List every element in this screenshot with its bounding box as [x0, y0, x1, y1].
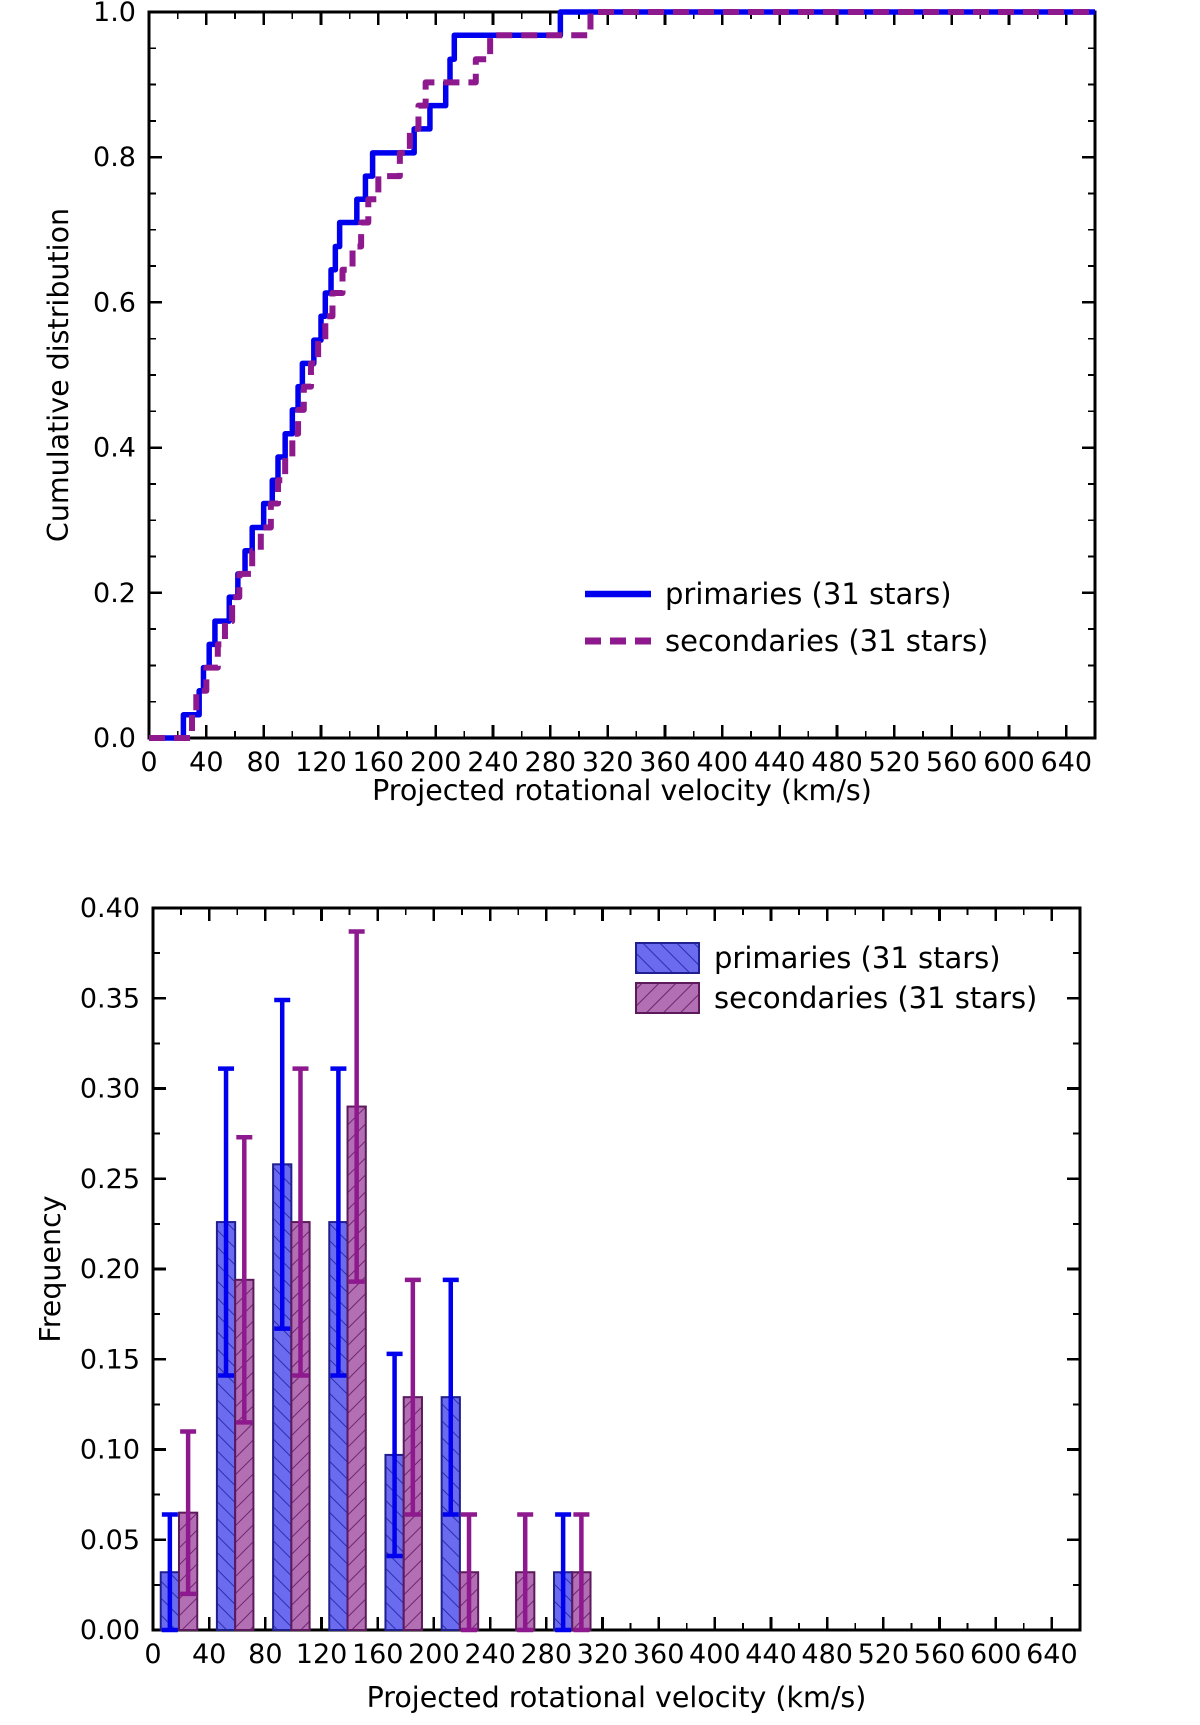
legend-entry-label: primaries (31 stars): [665, 577, 952, 611]
cdf-chart: [0, 0, 1200, 810]
x-tick-label: 200: [409, 747, 462, 778]
y-tick-label: 0.6: [93, 287, 136, 319]
y-tick-label: 0.20: [79, 1254, 140, 1285]
y-tick-label: 0.35: [79, 983, 140, 1015]
x-tick-label: 360: [632, 1639, 685, 1670]
y-tick-label: 0.00: [79, 1615, 140, 1646]
cdf-figure: [0, 0, 1200, 810]
y-tick-label: 0.8: [93, 142, 136, 174]
x-tick-label: 400: [689, 1639, 741, 1670]
y-tick-label: 1.0: [93, 0, 136, 28]
legend-entry-label: secondaries (31 stars): [714, 981, 1038, 1015]
y-tick-label: 0.10: [79, 1434, 140, 1466]
x-tick-label: 80: [246, 747, 281, 778]
histogram-chart: [0, 810, 1200, 1725]
x-tick-label: 200: [408, 1639, 460, 1670]
x-tick-label: 40: [189, 747, 224, 778]
histogram-figure: [0, 810, 1200, 1725]
y-axis-label: Frequency: [34, 1195, 67, 1343]
x-tick-label: 480: [811, 747, 863, 778]
x-tick-label: 440: [753, 747, 806, 778]
x-tick-label: 80: [248, 1639, 283, 1670]
y-tick-label: 0.0: [93, 723, 136, 754]
legend-entry-label: primaries (31 stars): [714, 941, 1001, 975]
x-tick-label: 160: [351, 1639, 404, 1670]
x-tick-label: 600: [983, 747, 1035, 778]
x-tick-label: 400: [696, 747, 749, 778]
x-tick-label: 160: [352, 747, 405, 778]
y-tick-label: 0.4: [93, 432, 136, 464]
x-tick-label: 0: [144, 1639, 162, 1670]
x-tick-label: 600: [969, 1639, 1022, 1670]
x-tick-label: 640: [1026, 1639, 1078, 1670]
x-tick-label: 280: [520, 1639, 573, 1670]
x-tick-label: 280: [524, 747, 577, 778]
legend-secondaries-patch-hatch: [636, 983, 699, 1013]
x-axis-label: Projected rotational velocity (km/s): [372, 774, 872, 807]
legend-entry-label: secondaries (31 stars): [665, 624, 989, 658]
x-tick-label: 120: [295, 1639, 348, 1670]
x-tick-label: 520: [868, 747, 921, 778]
legend-primaries-patch-hatch: [636, 943, 699, 973]
x-tick-label: 0: [140, 747, 158, 778]
x-tick-label: 40: [192, 1639, 227, 1670]
y-tick-label: 0.05: [79, 1524, 140, 1556]
x-tick-label: 240: [467, 747, 519, 778]
y-tick-label: 0.15: [79, 1344, 140, 1376]
x-tick-label: 560: [925, 747, 978, 778]
y-tick-label: 0.30: [79, 1073, 140, 1105]
x-tick-label: 360: [639, 747, 691, 778]
y-tick-label: 0.25: [79, 1163, 140, 1195]
x-tick-label: 320: [576, 1639, 629, 1670]
y-axis-label: Cumulative distribution: [42, 207, 75, 543]
x-tick-label: 640: [1040, 747, 1093, 778]
y-tick-label: 0.2: [93, 577, 136, 609]
x-tick-label: 520: [857, 1639, 910, 1670]
x-tick-label: 240: [464, 1639, 516, 1670]
x-tick-label: 480: [801, 1639, 853, 1670]
x-tick-label: 560: [913, 1639, 966, 1670]
y-tick-label: 0.40: [79, 893, 140, 924]
x-tick-label: 440: [745, 1639, 797, 1670]
x-tick-label: 120: [295, 747, 347, 778]
x-axis-label: Projected rotational velocity (km/s): [366, 1681, 867, 1714]
legend: [636, 941, 1037, 1015]
legend: [585, 577, 988, 658]
x-tick-label: 320: [581, 747, 634, 778]
